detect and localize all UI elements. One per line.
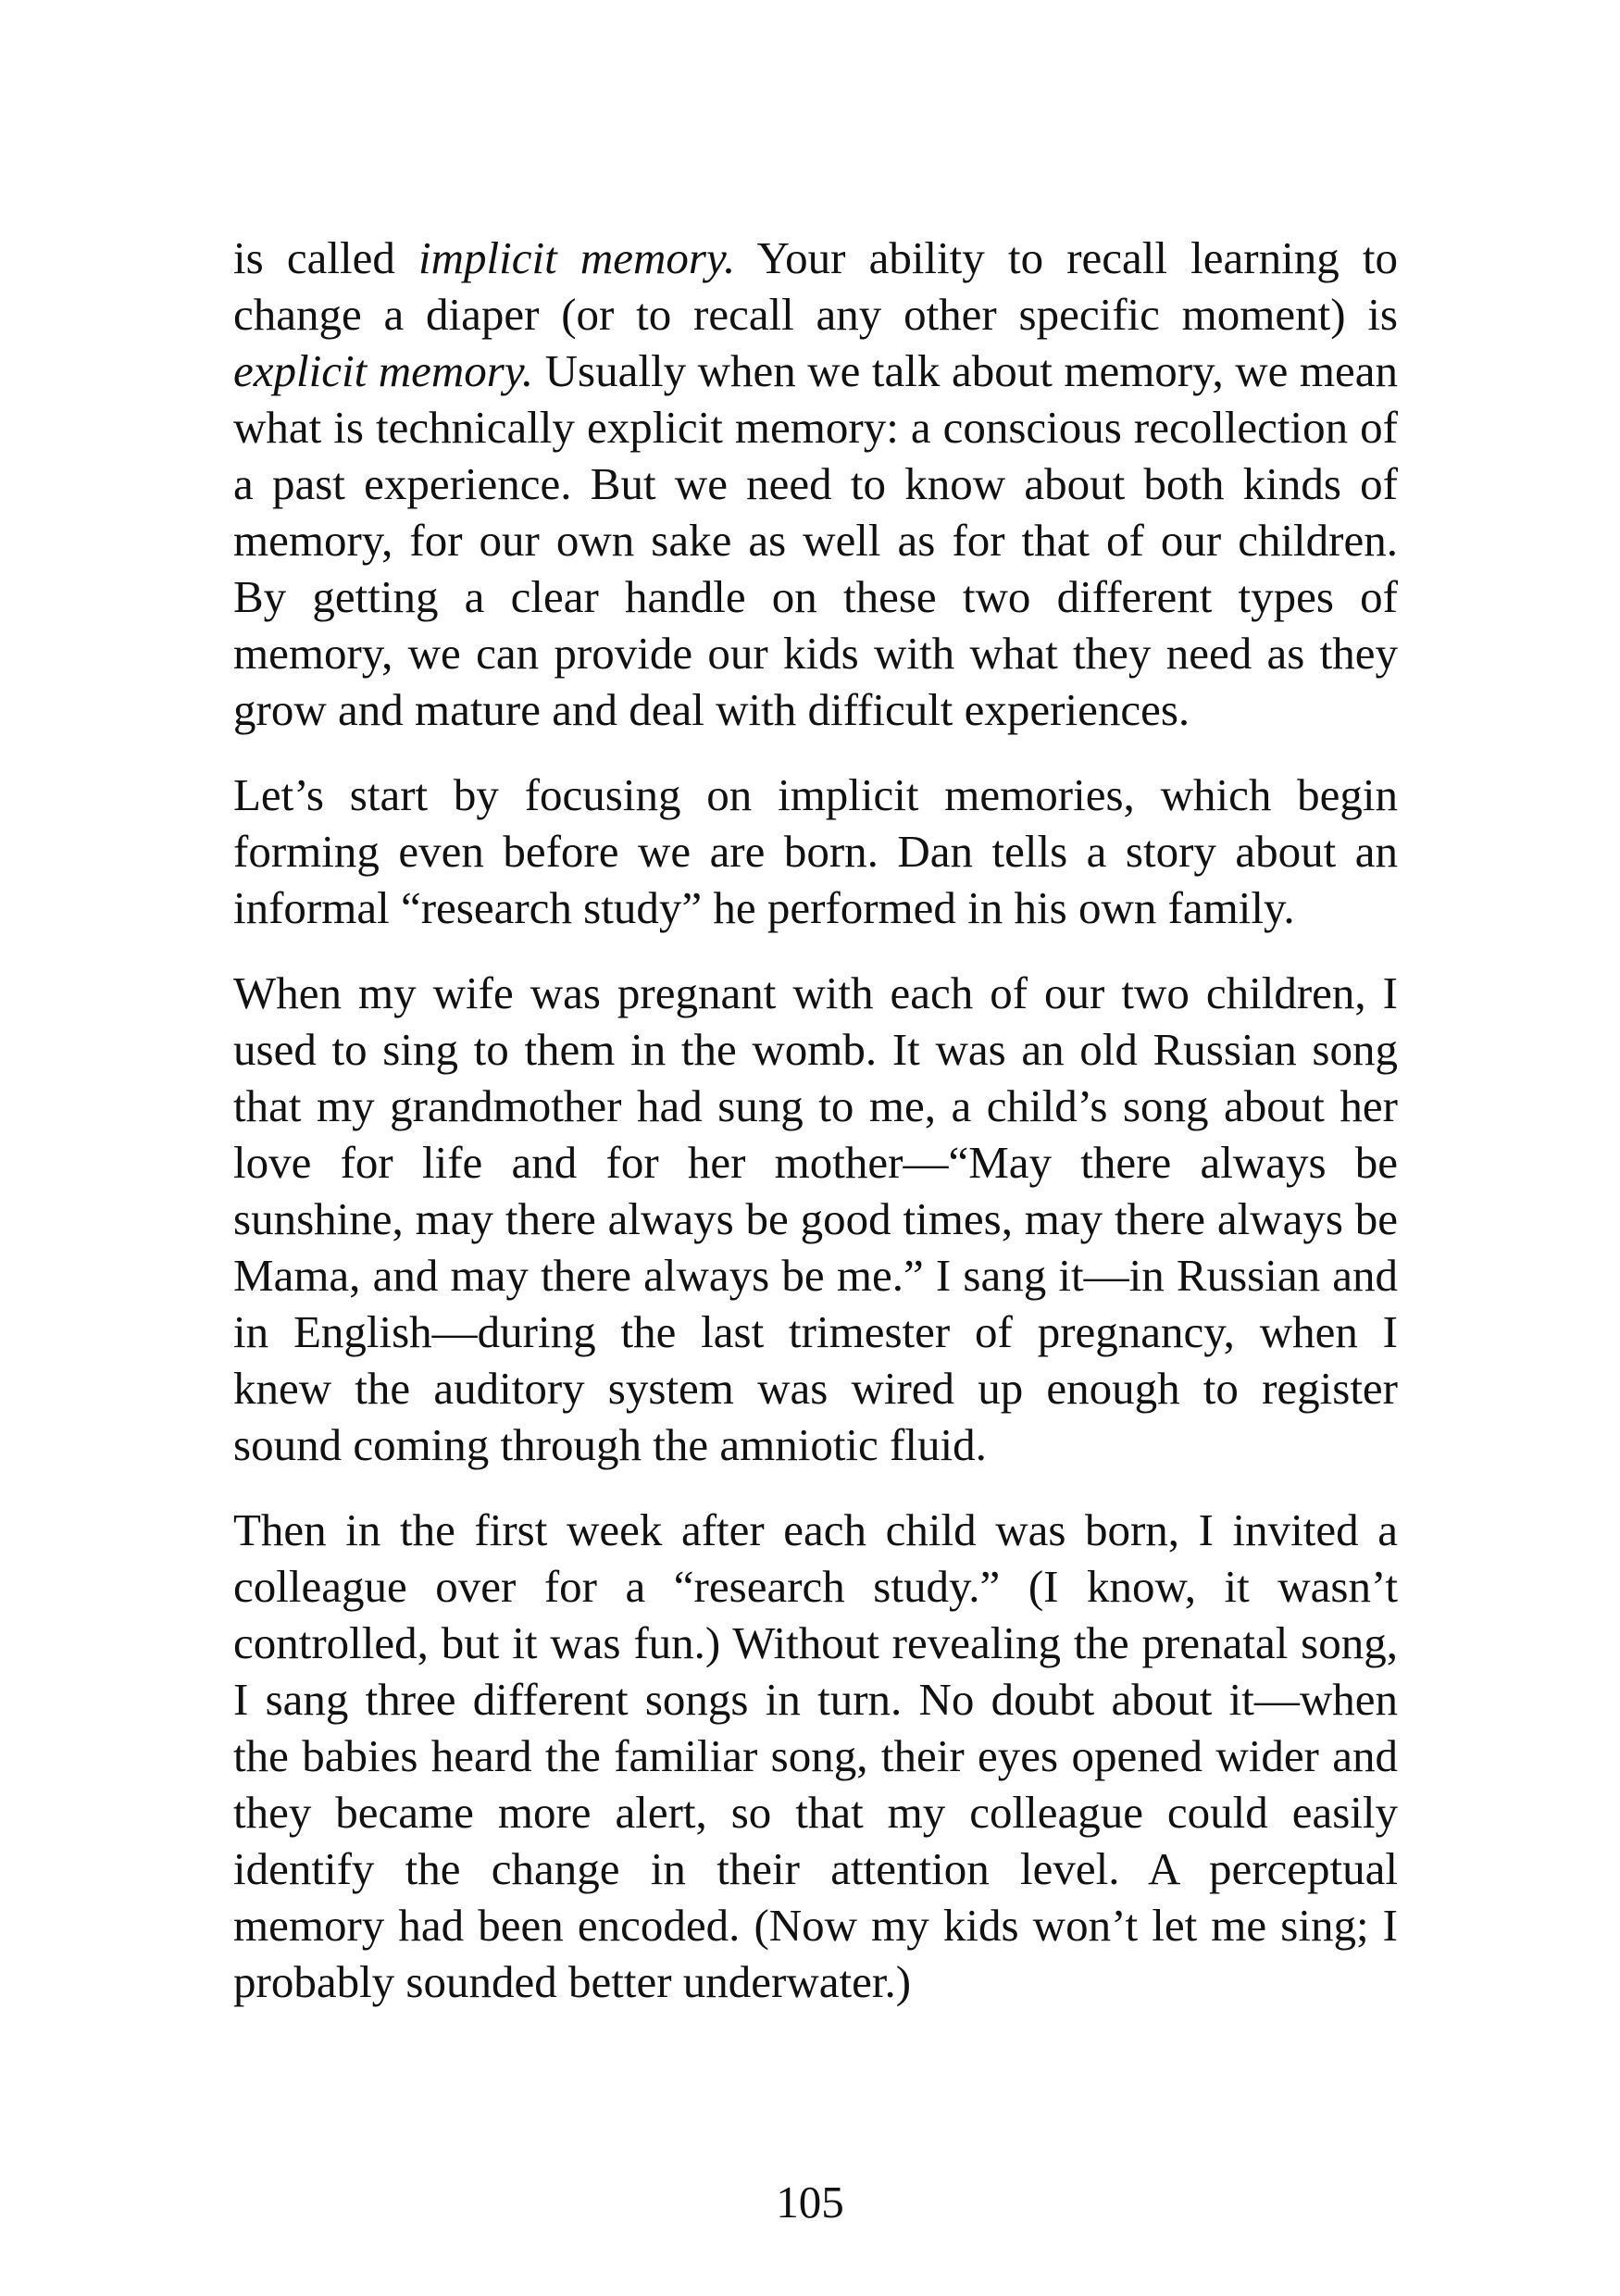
body-text bbox=[233, 230, 1398, 2039]
paragraph bbox=[233, 230, 1398, 738]
text-run: When my wife was pregnant with each of our two children, I used to sing to them in the womb. It was an old Russian song that my grandmother had sung to me, a child’s song about her love for life and for her mother—“May there always be sunshine, may there always be good times, may there always be Mama, and may there always be me.” I sang it—in Russian and in English—during the last trimester of pregnancy, when I knew the auditory system was wired up enough to register sound coming through the amniotic fluid. bbox=[233, 967, 1398, 1470]
paragraph bbox=[233, 965, 1398, 1473]
italic-term: implicit memory. bbox=[418, 232, 736, 283]
page-number: 105 bbox=[776, 2177, 844, 2227]
italic-term: explicit memory. bbox=[233, 345, 534, 396]
text-run: Usually when we talk about memory, we mean what is technically explicit memory: a conscious recollection of a past experience. But we need to know about both kinds of memory, for our own sake as well as for that of our children. By getting a clear handle on these two different types of memory, we can provide our kids with what they need as they grow and mature and deal with difficult experiences. bbox=[233, 345, 1398, 735]
paragraph bbox=[233, 767, 1398, 936]
text-run: Let’s start by focusing on implicit memories, which begin forming even before we are born. Dan tells a story about an informal “research study” he performed in his own family. bbox=[233, 769, 1398, 933]
paragraph bbox=[233, 1502, 1398, 2010]
text-run: Then in the first week after each child was born, I invited a colleague over for a “research study.” (I know, it wasn’t controlled, but it was fun.) Without revealing the prenatal song, I sang three different songs in turn. No doubt about it—when the babies heard the familiar song, their eyes opened wider and they became more alert, so that my colleague could easily identify the change in their attention level. A perceptual memory had been encoded. (Now my kids won’t let me sing; I probably sounded better underwater.) bbox=[233, 1504, 1398, 2007]
text-run: is called bbox=[233, 232, 418, 283]
text-run: Your ability to recall learning to change a diaper (or to recall any other specific moment) is bbox=[233, 232, 1399, 340]
